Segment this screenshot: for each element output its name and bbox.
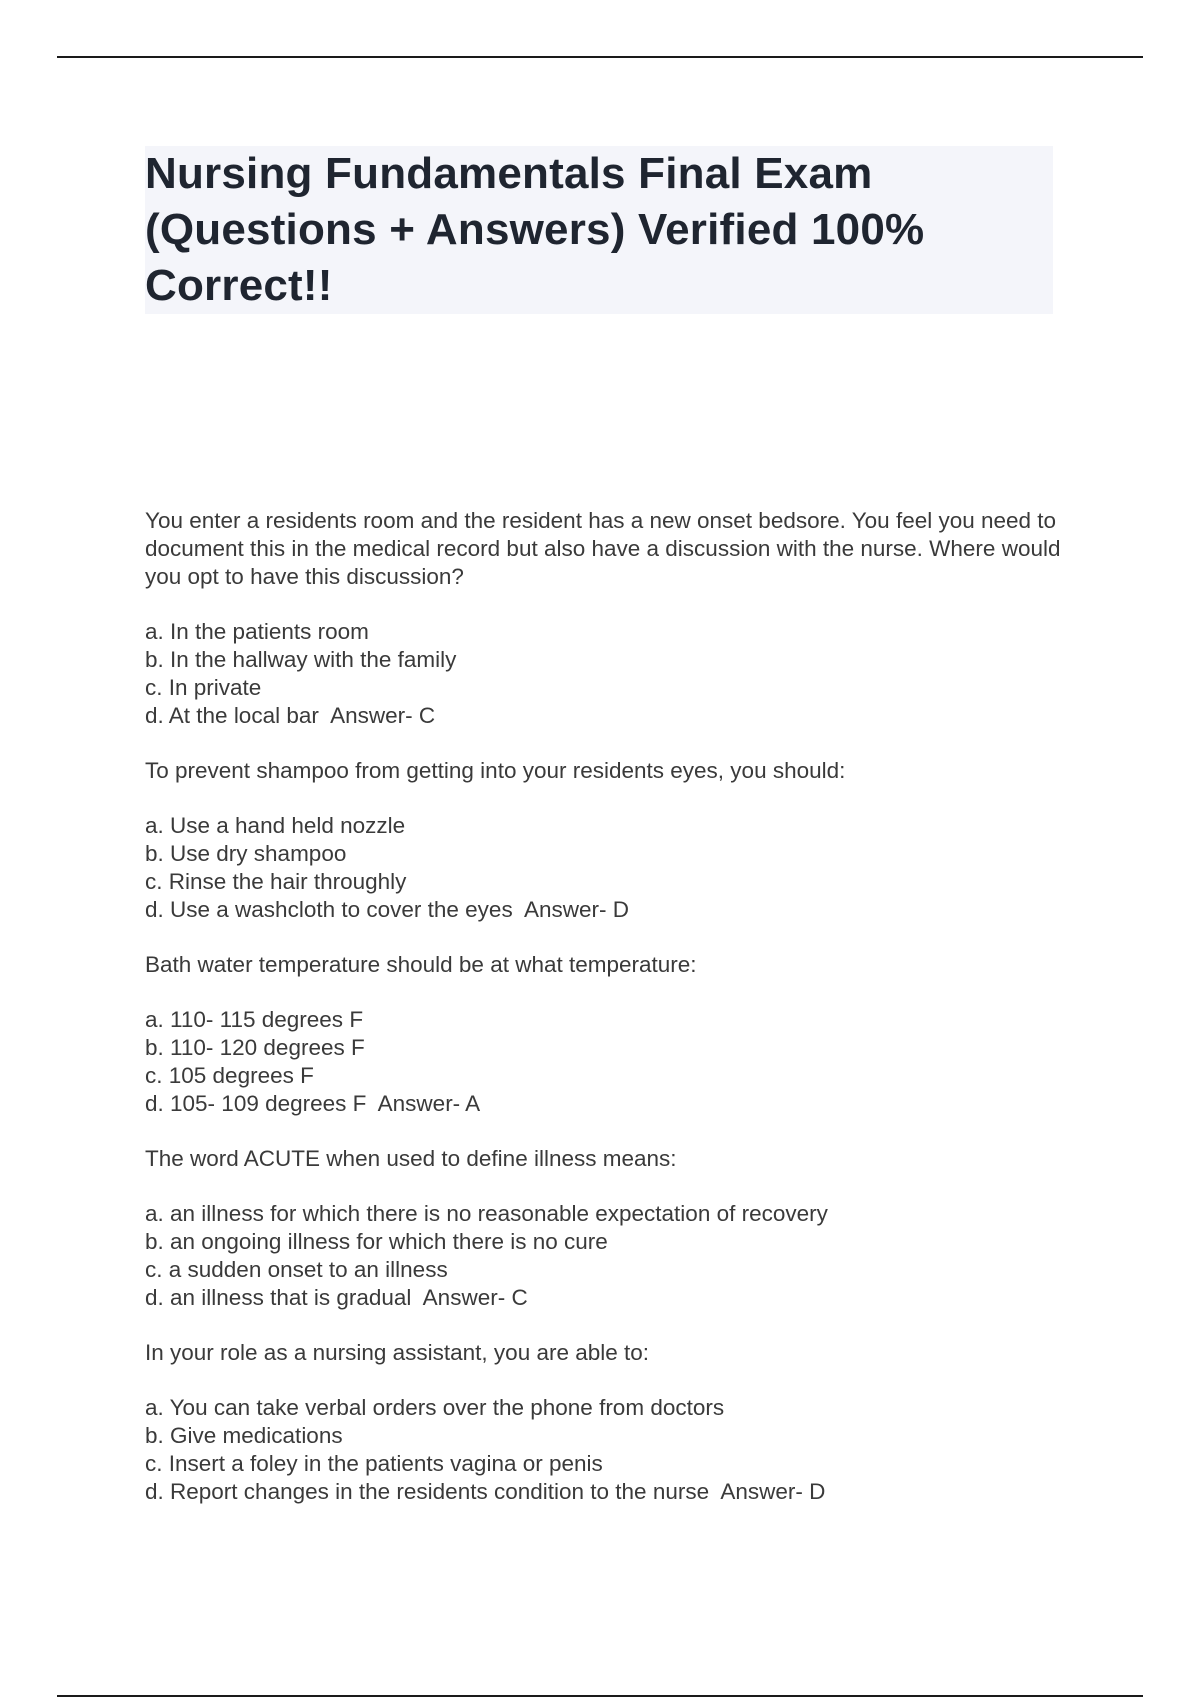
option-item: a. 110- 115 degrees F: [145, 1007, 364, 1032]
option-list: [145, 1200, 1065, 1312]
document-title: Nursing Fundamentals Final Exam (Questions + Answers) Verified 100% Correct!!: [145, 149, 925, 310]
bottom-divider: [57, 1695, 1143, 1697]
option-item: b. an ongoing illness for which there is no cure: [145, 1229, 608, 1254]
option-item: d. At the local bar Answer- C: [145, 703, 436, 728]
option-item: d. an illness that is gradual Answer- C: [145, 1285, 528, 1310]
question-item: [145, 1339, 1065, 1506]
option-item: c. Insert a foley in the patients vagina or penis: [145, 1451, 603, 1476]
option-item: d. Use a washcloth to cover the eyes Answer- D: [145, 897, 629, 922]
option-item: b. Give medications: [145, 1423, 343, 1448]
option-item: a. In the patients room: [145, 619, 369, 644]
option-item: a. You can take verbal orders over the phone from doctors: [145, 1395, 725, 1420]
question-item: [145, 1145, 1065, 1312]
option-list: [145, 812, 1065, 924]
question-text: In your role as a nursing assistant, you are able to:: [145, 1340, 650, 1365]
question-item: [145, 507, 1065, 730]
question-text: You enter a residents room and the resident has a new onset bedsore. You feel you need to document this in the medical record but also have a discussion with the nurse. Where would you opt to have this discussion?: [145, 508, 1061, 589]
title-block: [145, 146, 1053, 314]
question-list: [145, 507, 1065, 1533]
option-item: b. 110- 120 degrees F: [145, 1035, 365, 1060]
option-item: b. In the hallway with the family: [145, 647, 457, 672]
option-list: [145, 1006, 1065, 1118]
question-item: [145, 757, 1065, 924]
option-item: a. an illness for which there is no reasonable expectation of recovery: [145, 1201, 828, 1226]
option-item: c. Rinse the hair throughly: [145, 869, 407, 894]
question-item: [145, 951, 1065, 1118]
question-text: To prevent shampoo from getting into your residents eyes, you should:: [145, 758, 846, 783]
option-item: d. 105- 109 degrees F Answer- A: [145, 1091, 481, 1116]
option-item: c. a sudden onset to an illness: [145, 1257, 448, 1282]
option-list: [145, 1394, 1065, 1506]
option-item: a. Use a hand held nozzle: [145, 813, 406, 838]
question-text: Bath water temperature should be at what temperature:: [145, 952, 697, 977]
option-item: b. Use dry shampoo: [145, 841, 347, 866]
option-item: c. 105 degrees F: [145, 1063, 314, 1088]
option-item: d. Report changes in the residents condition to the nurse Answer- D: [145, 1479, 826, 1504]
top-divider: [57, 56, 1143, 58]
option-item: c. In private: [145, 675, 262, 700]
option-list: [145, 618, 1065, 730]
question-text: The word ACUTE when used to define illness means:: [145, 1146, 677, 1171]
